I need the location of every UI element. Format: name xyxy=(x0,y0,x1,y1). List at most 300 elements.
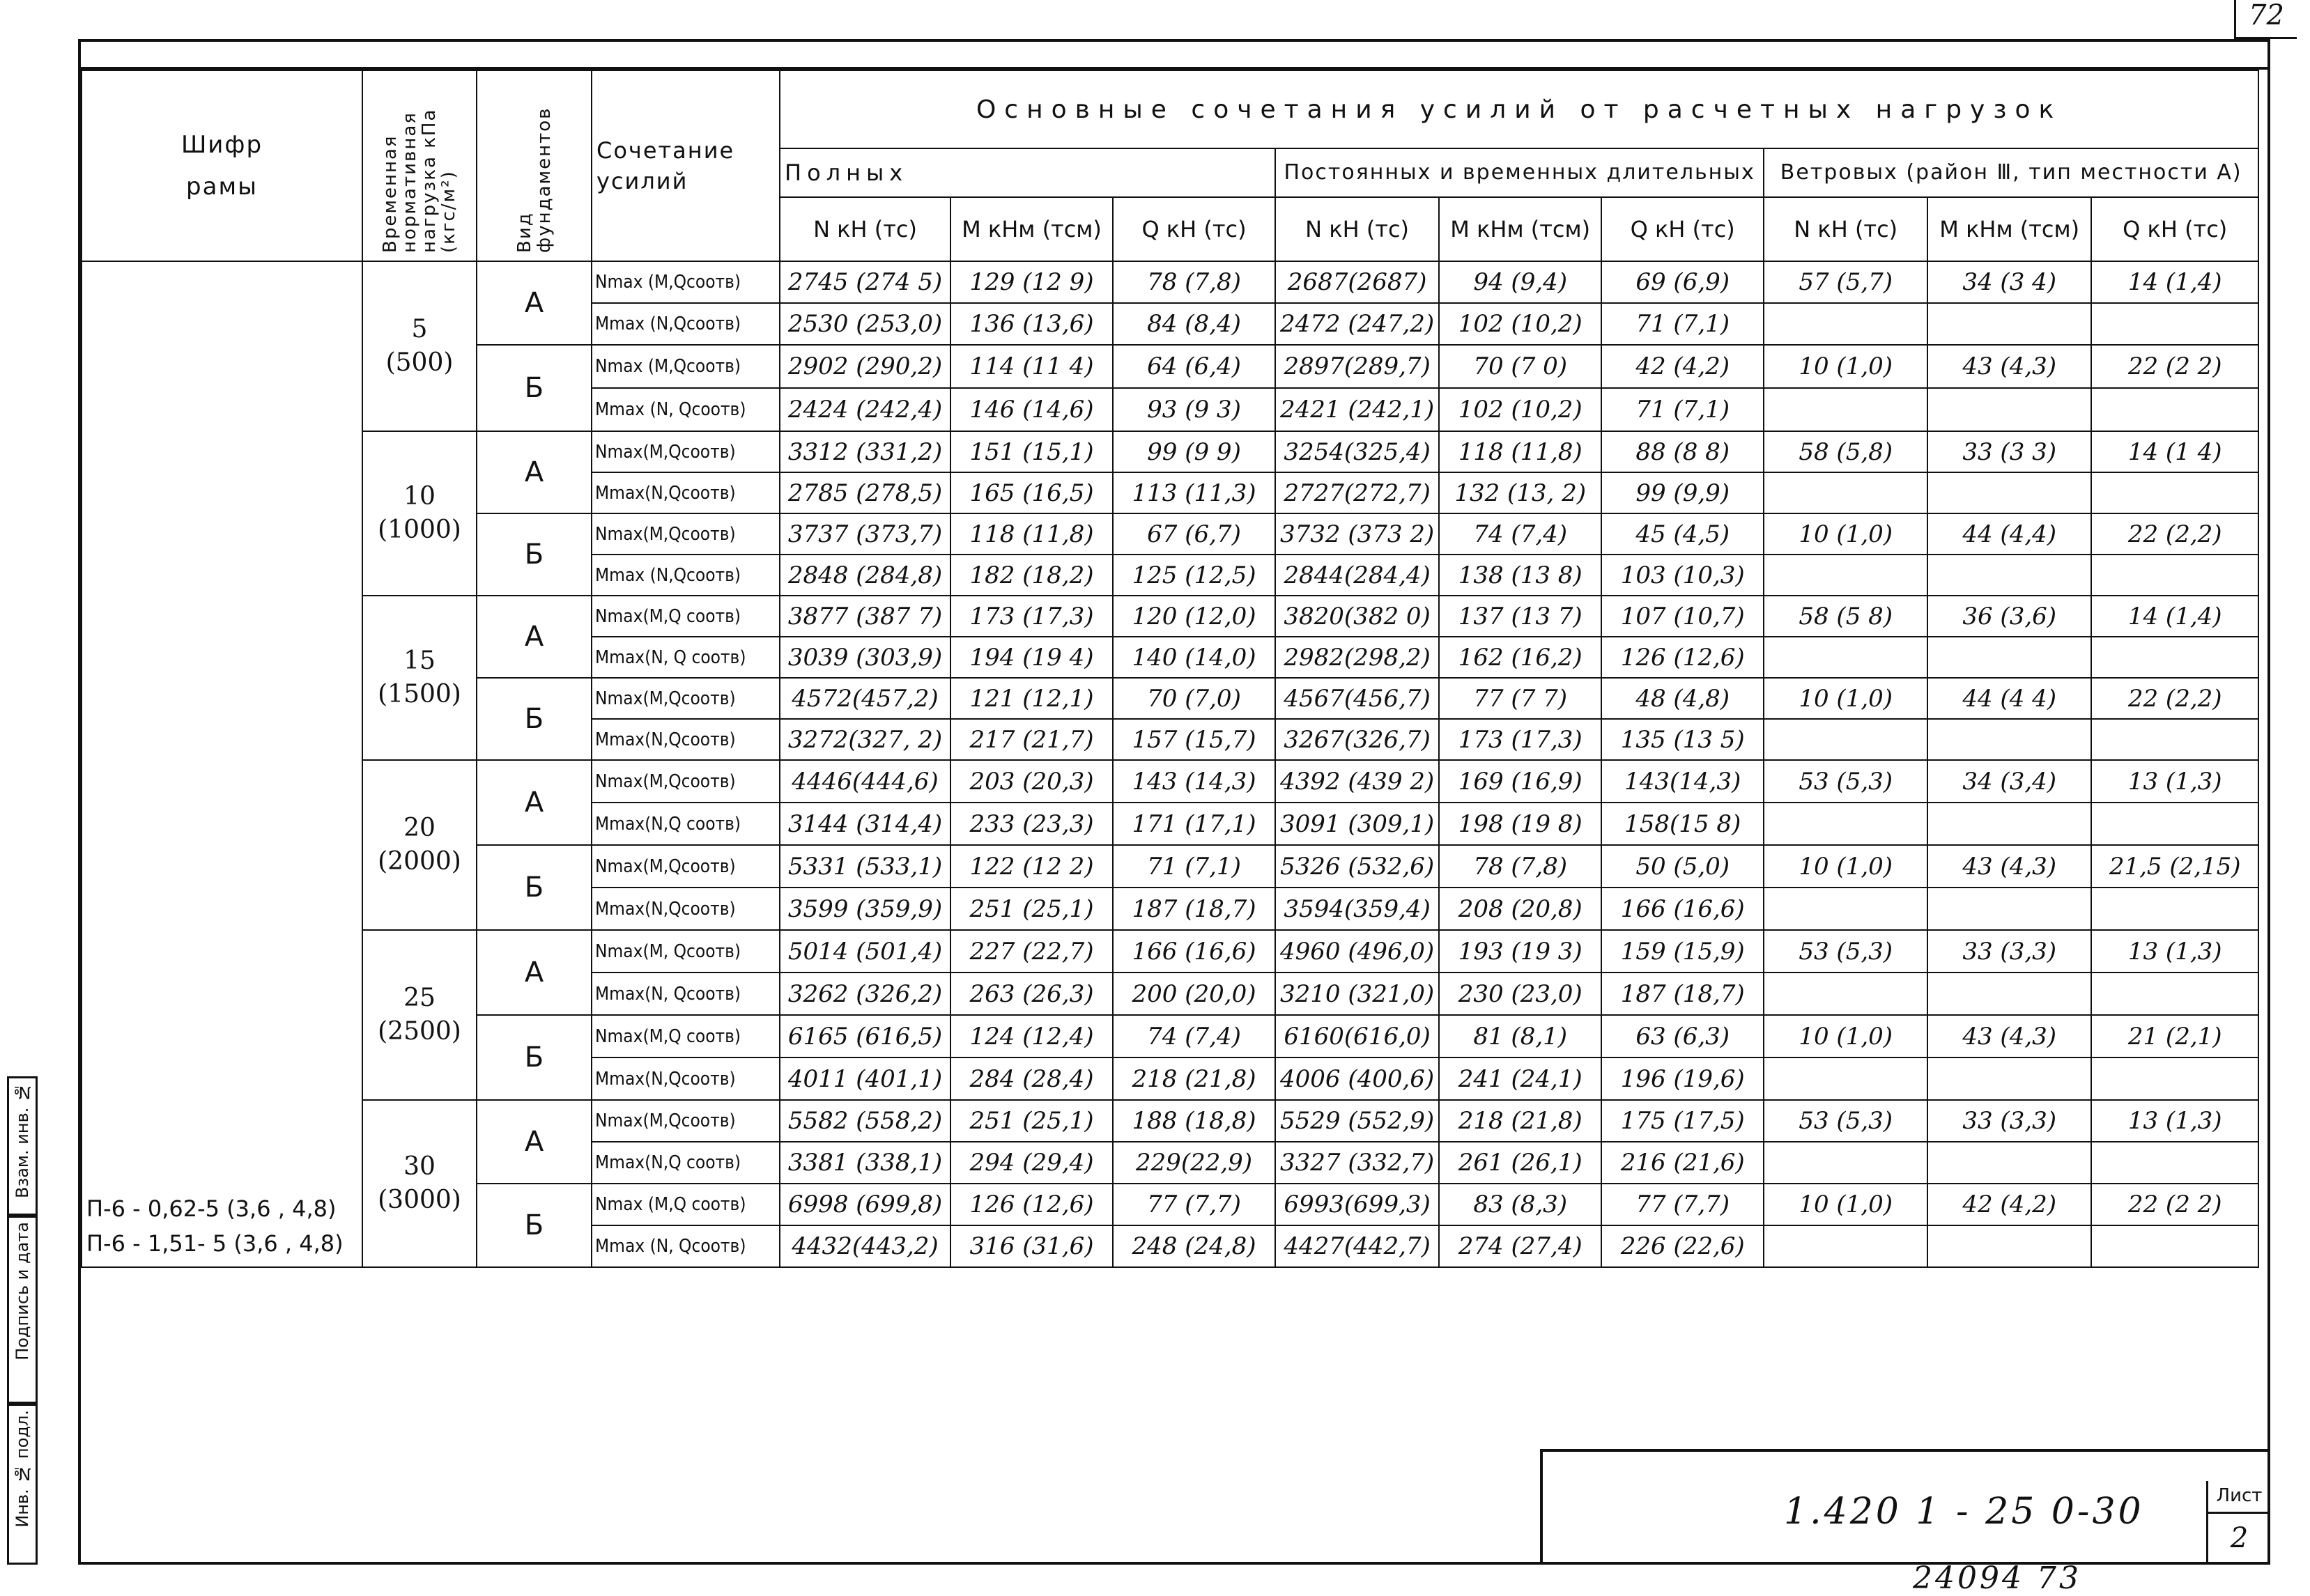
value-cell: 151 (15,1) xyxy=(950,431,1113,472)
value-cell: 241 (24,1) xyxy=(1439,1057,1601,1100)
header-foundation-type: Вид фундаментов xyxy=(477,70,592,261)
value-cell xyxy=(1764,803,1927,845)
page-number: 72 xyxy=(2234,0,2297,39)
value-cell: 6165 (616,5) xyxy=(780,1015,950,1057)
combination-cell: Mmax(N, Qсоотв) xyxy=(592,973,780,1015)
value-cell: 13 (1,3) xyxy=(2091,1100,2258,1142)
value-cell: 10 (1,0) xyxy=(1764,1015,1927,1057)
value-cell xyxy=(1927,973,2091,1015)
stamp-inv-original: Инв. № подл. xyxy=(7,1404,38,1565)
value-cell: 4006 (400,6) xyxy=(1275,1057,1439,1100)
foundation-type-cell: А xyxy=(477,760,592,845)
sheet-cell xyxy=(2206,1481,2270,1565)
value-cell xyxy=(1927,472,2091,513)
value-cell: 316 (31,6) xyxy=(950,1225,1113,1267)
value-cell: 10 (1,0) xyxy=(1764,1184,1927,1225)
value-cell xyxy=(1927,1225,2091,1267)
value-cell: 4011 (401,1) xyxy=(780,1057,950,1100)
value-cell: 2421 (242,1) xyxy=(1275,388,1439,431)
value-cell xyxy=(1764,388,1927,431)
value-cell: 166 (16,6) xyxy=(1601,888,1764,930)
combination-cell: Mmax(N, Q соотв) xyxy=(592,637,780,678)
value-cell xyxy=(1764,973,1927,1015)
value-cell: 3272(327, 2) xyxy=(780,719,950,760)
value-cell: 67 (6,7) xyxy=(1113,513,1275,555)
value-cell: 22 (2,2) xyxy=(2091,513,2258,555)
value-cell: 43 (4,3) xyxy=(1927,845,2091,888)
value-cell: 171 (17,1) xyxy=(1113,803,1275,845)
value-cell: 57 (5,7) xyxy=(1764,261,1927,303)
value-cell: 187 (18,7) xyxy=(1601,973,1764,1015)
value-cell: 203 (20,3) xyxy=(950,760,1113,803)
value-cell: 78 (7,8) xyxy=(1113,261,1275,303)
value-cell: 22 (2,2) xyxy=(2091,678,2258,719)
column-header: M кНм (тсм) xyxy=(1927,197,2091,261)
value-cell: 4960 (496,0) xyxy=(1275,930,1439,973)
value-cell: 78 (7,8) xyxy=(1439,845,1601,888)
value-cell: 36 (3,6) xyxy=(1927,596,2091,637)
table-row xyxy=(82,1100,2258,1142)
value-cell: 70 (7,0) xyxy=(1113,678,1275,719)
combination-cell: Mmax (N, Qсоотв) xyxy=(592,1225,780,1267)
value-cell: 2897(289,7) xyxy=(1275,345,1439,388)
value-cell: 2745 (274 5) xyxy=(780,261,950,303)
foundation-type-cell: Б xyxy=(477,845,592,930)
value-cell: 198 (19 8) xyxy=(1439,803,1601,845)
value-cell: 58 (5 8) xyxy=(1764,596,1927,637)
value-cell: 71 (7,1) xyxy=(1601,303,1764,345)
header-group-permanent: Постоянных и временных длительных xyxy=(1275,148,1764,197)
value-cell: 157 (15,7) xyxy=(1113,719,1275,760)
combination-cell: Mmax(N,Q соотв) xyxy=(592,1142,780,1184)
value-cell: 33 (3 3) xyxy=(1927,431,2091,472)
foundation-type-cell: А xyxy=(477,261,592,345)
load-kgs: (3000) xyxy=(378,1186,461,1214)
combination-cell: Mmax(N,Qсоотв) xyxy=(592,719,780,760)
value-cell: 77 (7,7) xyxy=(1113,1184,1275,1225)
value-cell xyxy=(1927,388,2091,431)
value-cell: 143(14,3) xyxy=(1601,760,1764,803)
value-cell: 132 (13, 2) xyxy=(1439,472,1601,513)
combination-cell: Mmax (N,Qсоотв) xyxy=(592,303,780,345)
value-cell xyxy=(1764,472,1927,513)
header-main-title: Основные сочетания усилий от расчетных нагрузок xyxy=(780,70,2258,148)
load-cell xyxy=(362,596,477,760)
value-cell: 194 (19 4) xyxy=(950,637,1113,678)
column-header: Q кН (тс) xyxy=(1601,197,1764,261)
load-kgs: (500) xyxy=(385,348,454,377)
frame-code-cell xyxy=(82,261,362,1267)
combination-cell: Nmax(M,Qсоотв) xyxy=(592,845,780,888)
combination-cell: Nmax(M,Qсоотв) xyxy=(592,431,780,472)
value-cell xyxy=(1764,1225,1927,1267)
value-cell xyxy=(2091,1225,2258,1267)
value-cell: 200 (20,0) xyxy=(1113,973,1275,1015)
value-cell: 53 (5,3) xyxy=(1764,760,1927,803)
value-cell: 63 (6,3) xyxy=(1601,1015,1764,1057)
value-cell: 34 (3 4) xyxy=(1927,261,2091,303)
header-temp-load: Временная нормативная нагрузка кПа (кгс/м²) xyxy=(362,70,477,261)
load-value: 25 xyxy=(403,984,436,1012)
value-cell: 13 (1,3) xyxy=(2091,760,2258,803)
value-cell: 5529 (552,9) xyxy=(1275,1100,1439,1142)
value-cell: 102 (10,2) xyxy=(1439,303,1601,345)
value-cell: 138 (13 8) xyxy=(1439,555,1601,596)
value-cell: 173 (17,3) xyxy=(950,596,1113,637)
value-cell: 3327 (332,7) xyxy=(1275,1142,1439,1184)
value-cell xyxy=(1927,803,2091,845)
value-cell xyxy=(2091,719,2258,760)
value-cell: 44 (4 4) xyxy=(1927,678,2091,719)
value-cell: 173 (17,3) xyxy=(1439,719,1601,760)
value-cell: 126 (12,6) xyxy=(950,1184,1113,1225)
value-cell: 188 (18,8) xyxy=(1113,1100,1275,1142)
value-cell xyxy=(2091,973,2258,1015)
value-cell xyxy=(1927,555,2091,596)
value-cell: 120 (12,0) xyxy=(1113,596,1275,637)
value-cell: 226 (22,6) xyxy=(1601,1225,1764,1267)
stamp-signature-date: Подпись и дата xyxy=(7,1216,38,1404)
value-cell: 10 (1,0) xyxy=(1764,345,1927,388)
value-cell: 118 (11,8) xyxy=(950,513,1113,555)
combination-cell: Nmax (M,Q соотв) xyxy=(592,1184,780,1225)
value-cell xyxy=(2091,803,2258,845)
value-cell: 121 (12,1) xyxy=(950,678,1113,719)
load-cell xyxy=(362,261,477,431)
load-value: 10 xyxy=(403,482,436,511)
combination-cell: Nmax(M,Qсоотв) xyxy=(592,678,780,719)
value-cell: 261 (26,1) xyxy=(1439,1142,1601,1184)
value-cell xyxy=(1927,1057,2091,1100)
value-cell: 13 (1,3) xyxy=(2091,930,2258,973)
value-cell xyxy=(1927,637,2091,678)
value-cell: 263 (26,3) xyxy=(950,973,1113,1015)
value-cell: 4572(457,2) xyxy=(780,678,950,719)
foundation-type-cell: А xyxy=(477,596,592,678)
value-cell: 3312 (331,2) xyxy=(780,431,950,472)
value-cell xyxy=(1927,303,2091,345)
column-header: Q кН (тс) xyxy=(1113,197,1275,261)
value-cell: 88 (8 8) xyxy=(1601,431,1764,472)
value-cell: 2982(298,2) xyxy=(1275,637,1439,678)
value-cell: 218 (21,8) xyxy=(1439,1100,1601,1142)
load-cell xyxy=(362,930,477,1100)
value-cell: 42 (4,2) xyxy=(1601,345,1764,388)
value-cell: 107 (10,7) xyxy=(1601,596,1764,637)
column-header: Q кН (тс) xyxy=(2091,197,2258,261)
value-cell xyxy=(2091,388,2258,431)
foundation-type-cell: Б xyxy=(477,678,592,760)
value-cell: 113 (11,3) xyxy=(1113,472,1275,513)
load-kgs: (1500) xyxy=(378,680,461,708)
combination-cell: Nmax(M,Q соотв) xyxy=(592,596,780,637)
value-cell: 64 (6,4) xyxy=(1113,345,1275,388)
value-cell: 3594(359,4) xyxy=(1275,888,1439,930)
value-cell xyxy=(1764,1142,1927,1184)
table-row xyxy=(82,760,2258,803)
combination-cell: Mmax(N,Qсоотв) xyxy=(592,888,780,930)
value-cell: 233 (23,3) xyxy=(950,803,1113,845)
value-cell: 58 (5,8) xyxy=(1764,431,1927,472)
value-cell: 42 (4,2) xyxy=(1927,1184,2091,1225)
value-cell: 208 (20,8) xyxy=(1439,888,1601,930)
foundation-type-cell: Б xyxy=(477,1184,592,1267)
value-cell: 43 (4,3) xyxy=(1927,345,2091,388)
value-cell: 217 (21,7) xyxy=(950,719,1113,760)
value-cell: 3381 (338,1) xyxy=(780,1142,950,1184)
value-cell: 94 (9,4) xyxy=(1439,261,1601,303)
value-cell: 33 (3,3) xyxy=(1927,1100,2091,1142)
frame-code-line: П-6 - 0,62-5 (3,6 , 4,8) xyxy=(86,1195,337,1222)
combination-cell: Nmax(M,Q соотв) xyxy=(592,1015,780,1057)
value-cell: 122 (12 2) xyxy=(950,845,1113,888)
value-cell xyxy=(1927,1142,2091,1184)
column-header: M кНм (тсм) xyxy=(950,197,1113,261)
value-cell: 4432(443,2) xyxy=(780,1225,950,1267)
sheet-label: Лист xyxy=(2208,1481,2270,1514)
document-code: 1.420 1 - 25 0-30 xyxy=(1784,1491,2144,1533)
value-cell: 2530 (253,0) xyxy=(780,303,950,345)
value-cell: 74 (7,4) xyxy=(1113,1015,1275,1057)
column-header: N кН (тс) xyxy=(1764,197,1927,261)
value-cell: 84 (8,4) xyxy=(1113,303,1275,345)
value-cell: 182 (18,2) xyxy=(950,555,1113,596)
foundation-type-cell: Б xyxy=(477,345,592,431)
value-cell: 136 (13,6) xyxy=(950,303,1113,345)
foundation-type-cell: Б xyxy=(477,1015,592,1100)
value-cell: 2424 (242,4) xyxy=(780,388,950,431)
value-cell: 3599 (359,9) xyxy=(780,888,950,930)
value-cell xyxy=(1764,555,1927,596)
value-cell: 2848 (284,8) xyxy=(780,555,950,596)
value-cell: 2902 (290,2) xyxy=(780,345,950,388)
value-cell: 229(22,9) xyxy=(1113,1142,1275,1184)
sheet-number: 2 xyxy=(2230,1522,2249,1554)
header-group-wind: Ветровых (район Ⅲ, тип местности А) xyxy=(1764,148,2258,197)
value-cell: 216 (21,6) xyxy=(1601,1142,1764,1184)
value-cell: 248 (24,8) xyxy=(1113,1225,1275,1267)
value-cell: 5326 (532,6) xyxy=(1275,845,1439,888)
value-cell: 158(15 8) xyxy=(1601,803,1764,845)
value-cell: 129 (12 9) xyxy=(950,261,1113,303)
value-cell xyxy=(2091,637,2258,678)
value-cell: 21,5 (2,15) xyxy=(2091,845,2258,888)
value-cell xyxy=(2091,472,2258,513)
combination-cell: Mmax(N,Qсоотв) xyxy=(592,1057,780,1100)
value-cell: 10 (1,0) xyxy=(1764,845,1927,888)
header-combination: Сочетание усилий xyxy=(592,70,780,261)
value-cell: 69 (6,9) xyxy=(1601,261,1764,303)
load-cell xyxy=(362,1100,477,1267)
value-cell xyxy=(1927,719,2091,760)
value-cell: 143 (14,3) xyxy=(1113,760,1275,803)
combination-cell: Nmax(M,Qсоотв) xyxy=(592,513,780,555)
value-cell: 14 (1,4) xyxy=(2091,261,2258,303)
combination-cell: Nmax(M,Qсоотв) xyxy=(592,760,780,803)
value-cell: 227 (22,7) xyxy=(950,930,1113,973)
value-cell xyxy=(2091,888,2258,930)
value-cell: 3254(325,4) xyxy=(1275,431,1439,472)
value-cell: 140 (14,0) xyxy=(1113,637,1275,678)
value-cell: 74 (7,4) xyxy=(1439,513,1601,555)
value-cell: 4427(442,7) xyxy=(1275,1225,1439,1267)
value-cell: 3262 (326,2) xyxy=(780,973,950,1015)
value-cell: 99 (9 9) xyxy=(1113,431,1275,472)
value-cell: 70 (7 0) xyxy=(1439,345,1601,388)
foundation-type-cell: Б xyxy=(477,513,592,596)
value-cell: 22 (2 2) xyxy=(2091,345,2258,388)
value-cell: 48 (4,8) xyxy=(1601,678,1764,719)
combination-cell: Nmax(M, Qсоотв) xyxy=(592,930,780,973)
value-cell: 2785 (278,5) xyxy=(780,472,950,513)
value-cell: 4567(456,7) xyxy=(1275,678,1439,719)
value-cell xyxy=(2091,1142,2258,1184)
value-cell xyxy=(1927,888,2091,930)
value-cell: 187 (18,7) xyxy=(1113,888,1275,930)
value-cell xyxy=(1764,1057,1927,1100)
value-cell: 4446(444,6) xyxy=(780,760,950,803)
value-cell xyxy=(2091,555,2258,596)
load-value: 20 xyxy=(403,814,436,842)
value-cell xyxy=(1764,719,1927,760)
value-cell: 3267(326,7) xyxy=(1275,719,1439,760)
value-cell: 14 (1,4) xyxy=(2091,596,2258,637)
value-cell: 3091 (309,1) xyxy=(1275,803,1439,845)
footer-number: 24094 73 xyxy=(1913,1560,2081,1596)
value-cell: 77 (7,7) xyxy=(1601,1184,1764,1225)
value-cell: 45 (4,5) xyxy=(1601,513,1764,555)
value-cell: 53 (5,3) xyxy=(1764,930,1927,973)
value-cell: 43 (4,3) xyxy=(1927,1015,2091,1057)
value-cell: 71 (7,1) xyxy=(1601,388,1764,431)
value-cell: 3877 (387 7) xyxy=(780,596,950,637)
value-cell: 274 (27,4) xyxy=(1439,1225,1601,1267)
value-cell: 99 (9,9) xyxy=(1601,472,1764,513)
value-cell: 3820(382 0) xyxy=(1275,596,1439,637)
table-row xyxy=(82,596,2258,637)
value-cell: 5014 (501,4) xyxy=(780,930,950,973)
value-cell: 102 (10,2) xyxy=(1439,388,1601,431)
value-cell: 230 (23,0) xyxy=(1439,973,1601,1015)
value-cell: 251 (25,1) xyxy=(950,1100,1113,1142)
forces-table xyxy=(81,70,2259,1268)
table-row xyxy=(82,431,2258,472)
column-header: N кН (тс) xyxy=(780,197,950,261)
combination-cell: Nmax (M,Qсоотв) xyxy=(592,261,780,303)
value-cell: 6993(699,3) xyxy=(1275,1184,1439,1225)
value-cell: 3039 (303,9) xyxy=(780,637,950,678)
value-cell: 21 (2,1) xyxy=(2091,1015,2258,1057)
value-cell: 22 (2 2) xyxy=(2091,1184,2258,1225)
combination-cell: Mmax(N,Qсоотв) xyxy=(592,472,780,513)
value-cell: 218 (21,8) xyxy=(1113,1057,1275,1100)
value-cell: 10 (1,0) xyxy=(1764,513,1927,555)
load-value: 30 xyxy=(403,1152,436,1181)
combination-cell: Nmax(M,Qсоотв) xyxy=(592,1100,780,1142)
value-cell: 81 (8,1) xyxy=(1439,1015,1601,1057)
value-cell: 93 (9 3) xyxy=(1113,388,1275,431)
value-cell: 126 (12,6) xyxy=(1601,637,1764,678)
foundation-type-cell: А xyxy=(477,1100,592,1184)
value-cell xyxy=(1764,637,1927,678)
value-cell: 53 (5,3) xyxy=(1764,1100,1927,1142)
value-cell: 83 (8,3) xyxy=(1439,1184,1601,1225)
value-cell: 3210 (321,0) xyxy=(1275,973,1439,1015)
combination-cell: Nmax (M,Qсоотв) xyxy=(592,345,780,388)
value-cell: 193 (19 3) xyxy=(1439,930,1601,973)
value-cell: 4392 (439 2) xyxy=(1275,760,1439,803)
value-cell: 6998 (699,8) xyxy=(780,1184,950,1225)
stamp-replaces-inv: Взам. инв. № xyxy=(7,1076,38,1216)
value-cell: 169 (16,9) xyxy=(1439,760,1601,803)
value-cell: 3732 (373 2) xyxy=(1275,513,1439,555)
value-cell xyxy=(1764,888,1927,930)
load-value: 5 xyxy=(411,315,428,343)
value-cell: 135 (13 5) xyxy=(1601,719,1764,760)
foundation-type-cell: А xyxy=(477,930,592,1015)
value-cell: 3737 (373,7) xyxy=(780,513,950,555)
value-cell xyxy=(2091,303,2258,345)
value-cell: 10 (1,0) xyxy=(1764,678,1927,719)
value-cell: 33 (3,3) xyxy=(1927,930,2091,973)
value-cell: 114 (11 4) xyxy=(950,345,1113,388)
value-cell: 175 (17,5) xyxy=(1601,1100,1764,1142)
value-cell: 71 (7,1) xyxy=(1113,845,1275,888)
value-cell: 137 (13 7) xyxy=(1439,596,1601,637)
value-cell: 103 (10,3) xyxy=(1601,555,1764,596)
load-kgs: (1000) xyxy=(378,516,461,544)
value-cell: 146 (14,6) xyxy=(950,388,1113,431)
value-cell: 294 (29,4) xyxy=(950,1142,1113,1184)
combination-cell: Mmax(N,Q соотв) xyxy=(592,803,780,845)
value-cell: 50 (5,0) xyxy=(1601,845,1764,888)
header-frame-code: Шифр рамы xyxy=(82,70,362,261)
value-cell: 6160(616,0) xyxy=(1275,1015,1439,1057)
value-cell: 2687(2687) xyxy=(1275,261,1439,303)
value-cell xyxy=(2091,1057,2258,1100)
combination-cell: Mmax (N,Qсоотв) xyxy=(592,555,780,596)
value-cell: 196 (19,6) xyxy=(1601,1057,1764,1100)
frame-code-line: П-6 - 1,51- 5 (3,6 , 4,8) xyxy=(86,1230,344,1257)
combination-cell: Mmax (N, Qсоотв) xyxy=(592,388,780,431)
value-cell: 2472 (247,2) xyxy=(1275,303,1439,345)
value-cell: 166 (16,6) xyxy=(1113,930,1275,973)
value-cell: 77 (7 7) xyxy=(1439,678,1601,719)
value-cell: 159 (15,9) xyxy=(1601,930,1764,973)
value-cell: 5582 (558,2) xyxy=(780,1100,950,1142)
value-cell: 162 (16,2) xyxy=(1439,637,1601,678)
value-cell: 44 (4,4) xyxy=(1927,513,2091,555)
value-cell: 2727(272,7) xyxy=(1275,472,1439,513)
load-kgs: (2500) xyxy=(378,1017,461,1046)
value-cell xyxy=(1764,303,1927,345)
load-kgs: (2000) xyxy=(378,847,461,876)
value-cell: 3144 (314,4) xyxy=(780,803,950,845)
value-cell: 2844(284,4) xyxy=(1275,555,1439,596)
load-cell xyxy=(362,760,477,930)
load-cell xyxy=(362,431,477,596)
column-header: M кНм (тсм) xyxy=(1439,197,1601,261)
value-cell: 14 (1 4) xyxy=(2091,431,2258,472)
foundation-type-cell: А xyxy=(477,431,592,513)
header-group-full: Полных xyxy=(780,148,1275,197)
column-header: N кН (тс) xyxy=(1275,197,1439,261)
value-cell: 125 (12,5) xyxy=(1113,555,1275,596)
value-cell: 34 (3,4) xyxy=(1927,760,2091,803)
table-row xyxy=(82,261,2258,303)
value-cell: 118 (11,8) xyxy=(1439,431,1601,472)
value-cell: 5331 (533,1) xyxy=(780,845,950,888)
